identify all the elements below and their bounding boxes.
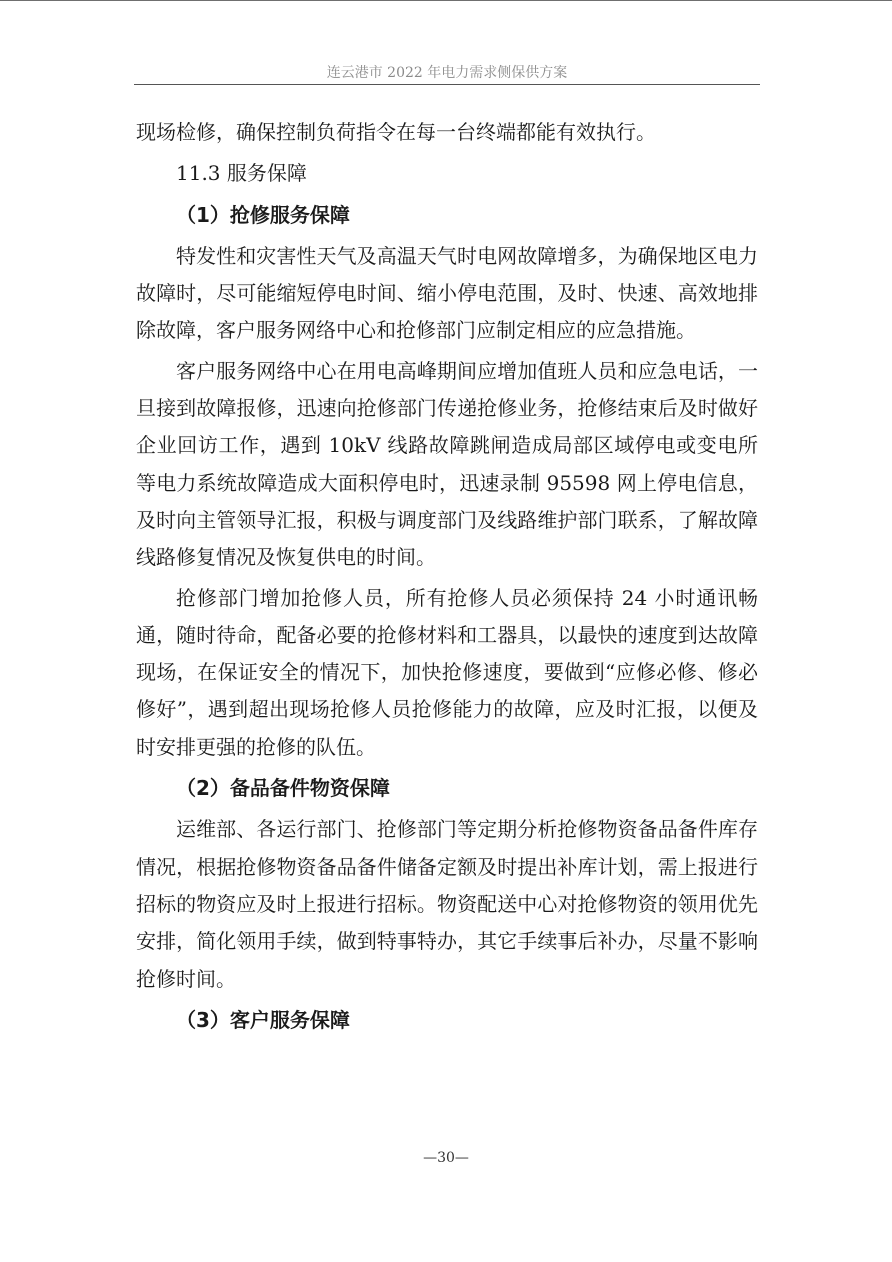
section-heading: 11.3 服务保障 (176, 161, 307, 186)
header-rule (134, 84, 760, 85)
document-body (136, 114, 758, 1043)
page-number: —30— (423, 1150, 469, 1166)
subsection-heading-customer-service: （3）客户服务保障 (176, 1007, 350, 1032)
subsection-heading-repair: （1）抢修服务保障 (176, 202, 350, 227)
paragraph-weather-faults: 特发性和灾害性天气及高温天气时电网故障增多，为确保地区电力故障时，尽可能缩短停电时间、缩小停电范围，及时、快速、高效地排除故障，客户服务网络中心和抢修部门应制定相应的应急措施。 (136, 243, 758, 343)
paragraph-customer-service-center: 客户服务网络中心在用电高峰期间应增加值班人员和应急电话，一旦接到故障报修，迅速向抢修部门传递抢修业务，抢修结束后及时做好企业回访工作，遇到 10kV 线路故障跳闸造成局部区域停电或变电所等电力系统故障造成大面积停电时，迅速录制 95598 网上停电信息，及时向主管领导汇报，积极与调度部门及线路维护部门联系，了解故障线路修复情况及恢复供电的时间。 (136, 358, 758, 570)
paragraph-repair-staff: 抢修部门增加抢修人员，所有抢修人员必须保持 24 小时通讯畅通，随时待命，配备必要的抢修材料和工器具，以最快的速度到达故障现场，在保证安全的情况下，加快抢修速度，要做到“应修必修、修必修好”，遇到超出现场抢修人员抢修能力的故障，应及时汇报，以便及时安排更强的抢修的队伍。 (136, 585, 758, 759)
subsection-heading-spare-parts: （2）备品备件物资保障 (176, 776, 390, 801)
continuation-paragraph: 现场检修，确保控制负荷指令在每一台终端都能有效执行。 (136, 120, 656, 144)
paragraph-spare-parts: 运维部、各运行部门、抢修部门等定期分析抢修物资备品备件库存情况，根据抢修物资备品备件储备定额及时提出补库计划，需上报进行招标的物资应及时上报进行招标。物资配送中心对抢修物资的领用优先安排，简化领用手续，做到特事特办，其它手续事后补办，尽量不影响抢修时间。 (136, 817, 758, 991)
running-header: 连云港市 2022 年电力需求侧保供方案 (326, 65, 568, 81)
page-top-border (0, 0, 892, 1)
